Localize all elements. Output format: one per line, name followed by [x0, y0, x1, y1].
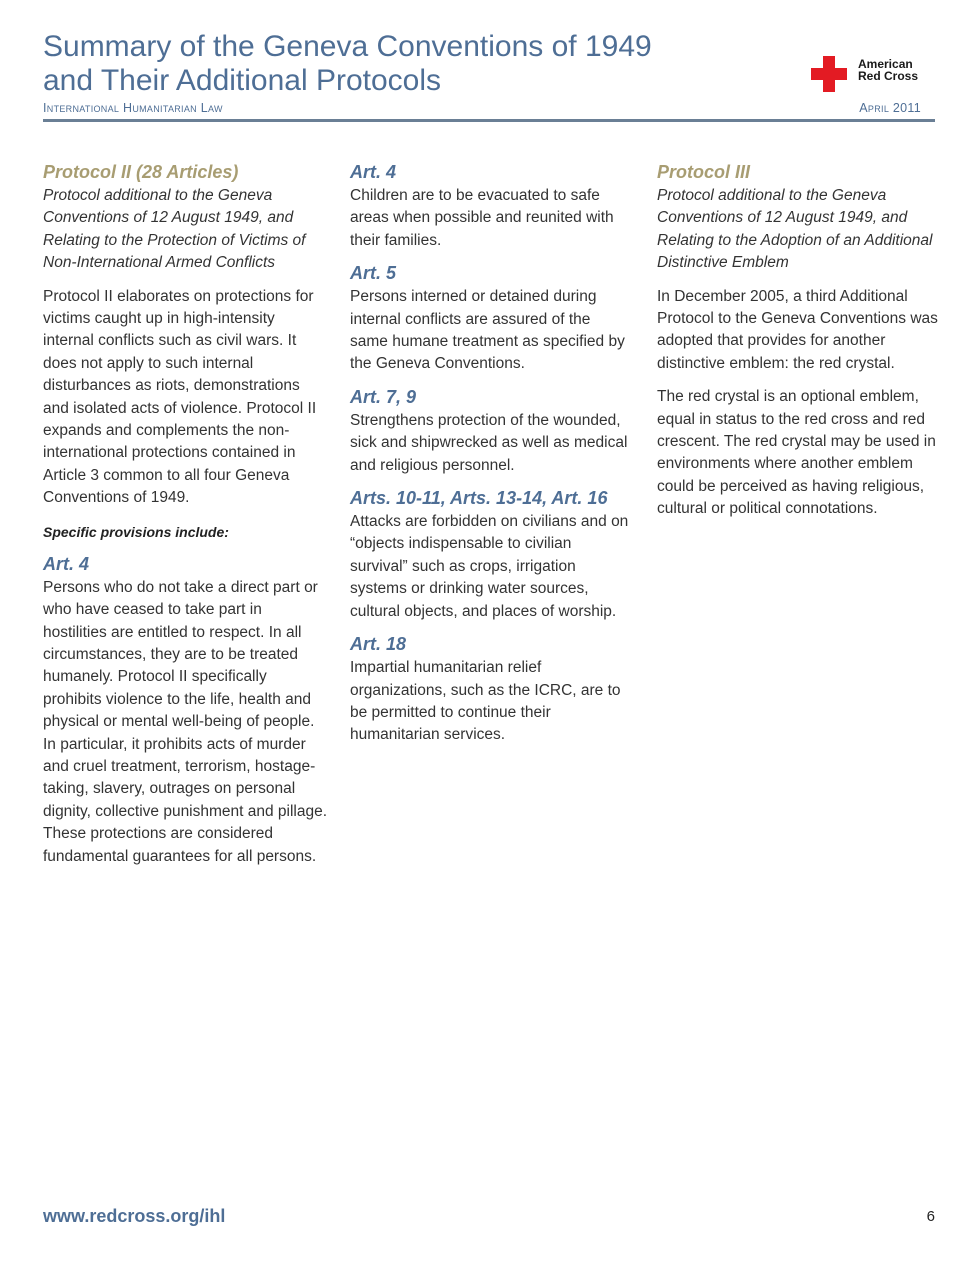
subtitle: International Humanitarian Law [43, 101, 223, 115]
footer-url-link[interactable]: www.redcross.org/ihl [43, 1206, 226, 1226]
article-heading: Art. 5 [350, 263, 397, 284]
article-heading: Art. 4 [350, 162, 397, 182]
column-articles [350, 159, 630, 747]
article-text: Attacks are forbidden on civilians and on “objects indispensable to civilian survival” such as crops, irrigation systems or drinking water sources, cultural objects, and places of worship. [350, 513, 629, 620]
logo-text [858, 58, 918, 82]
protocol-ii-heading: Protocol II (28 Articles) [43, 162, 239, 182]
logo-line-1: American [858, 57, 913, 71]
specific-provisions-label: Specific provisions include: [43, 523, 229, 540]
publication-date: April 2011 [859, 101, 921, 115]
page-number: 6 [926, 1208, 935, 1225]
column-protocol-iii [657, 159, 942, 521]
article-text: Strengthens protection of the wounded, sick and shipwrecked as well as medical and religious personnel. [350, 411, 628, 474]
protocol-ii-intro: Protocol additional to the Geneva Conventions of 12 August 1949, and Relating to the Protection of Victims of Non-International Armed Conflicts [43, 187, 306, 272]
title-line-2: and Their Additional Protocols [43, 64, 442, 97]
title-line-1: Summary of the Geneva Conventions of 1949 [43, 30, 652, 63]
art-4-text: Persons who do not take a direct part or who have ceased to take part in hostilities are entitled to respect. In all circumstances, they are to be treated humanely. Protocol II specifically prohibits violence to the life, health and physical or mental well-being of people. In particular, it prohibits acts of murder and cruel treatment, terrorism, hostage-taking, slavery, outrages on personal dignity, collective punishment and pillage. These protections are considered fundamental guarantees for all persons. [43, 578, 328, 865]
protocol-iii-para-1: In December 2005, a third Additional Protocol to the Geneva Conventions was adopted that provides for another distinctive emblem: the red crystal. [657, 287, 938, 372]
logo-line-2: Red Cross [858, 69, 919, 83]
article-heading: Arts. 10-11, Arts. 13-14, Art. 16 [350, 488, 608, 509]
page-title [43, 30, 935, 98]
protocol-iii-intro: Protocol additional to the Geneva Conventions of 12 August 1949, and Relating to the Adoption of an Additional Distinctive Emblem [657, 187, 933, 272]
protocol-iii-heading: Protocol III [657, 162, 751, 182]
header-subrow [43, 101, 921, 117]
american-red-cross-logo [811, 56, 926, 94]
art-4-heading: Art. 4 [43, 553, 90, 574]
header-divider [43, 119, 935, 122]
article-text: Persons interned or detained during internal conflicts are assured of the same humane treatment as specified by the Geneva Conventions. [350, 288, 625, 373]
protocol-iii-para-2: The red crystal is an optional emblem, equal in status to the red cross and red crescent. The red crystal may be used in environments where another emblem could be perceived as having religious, cultural or political connotations. [657, 388, 936, 518]
article-text: Impartial humanitarian relief organizations, such as the ICRC, are to be permitted to continue their humanitarian services. [350, 659, 621, 744]
document-header [43, 30, 935, 98]
article-text: Children are to be evacuated to safe areas when possible and reunited with their families. [350, 187, 614, 249]
red-cross-icon [811, 56, 847, 92]
column-protocol-ii [43, 159, 328, 868]
article-heading: Art. 18 [350, 634, 407, 655]
article-heading: Art. 7, 9 [350, 386, 417, 407]
protocol-ii-body: Protocol II elaborates on protections for victims caught up in high-intensity internal conflicts such as civil wars. It does not apply to such internal disturbances as riots, demonstrations and isolated acts of violence. Protocol II expands and complements the non-international protections contained in Article 3 common to all four Geneva Conventions of 1949. [43, 287, 317, 507]
